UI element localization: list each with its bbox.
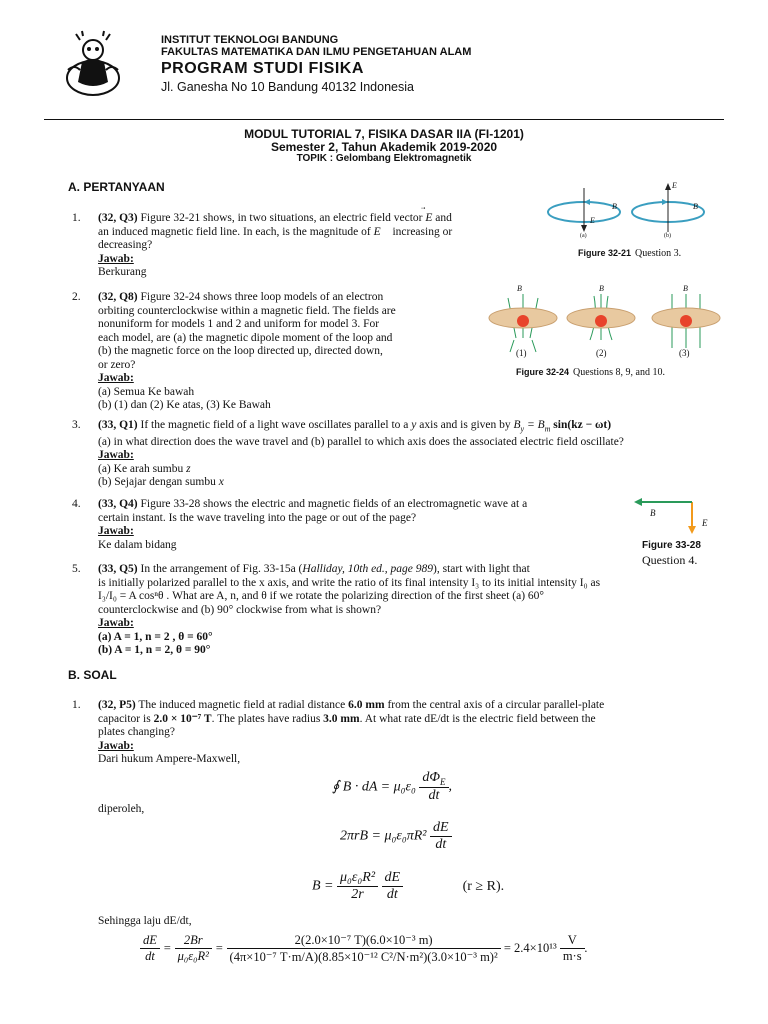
equation-4: $\frac{dE}{dt}$ = $\frac{2Br}{\text{μ₀ε₀R²}}$ = $\frac{\text{2(2.0×10⁻⁷ T)(6.0×10⁻³ m)}}{\text{(4π×10⁻⁷ T·m/A)(8.85×10⁻¹² C²/N·m²)(3.0×10⁻³ m)²}}$ = 2.4×10¹³ $\frac{V}{m\cdot s}$ . xyxy=(140,932,588,965)
p1-number: 1. xyxy=(72,699,81,711)
question-1 xyxy=(98,212,530,280)
fig1-e-label-a: E xyxy=(590,216,595,225)
q3-answer-a-var: z xyxy=(186,462,191,475)
q5-jawab: Jawab: xyxy=(98,617,134,629)
fig1-b-label-b: B xyxy=(693,202,698,211)
q4-answer: Ke dalam bidang xyxy=(98,538,177,551)
q1-text-3: an induced magnetic field line. In each, is the magnitude of xyxy=(98,225,374,238)
q2-tag: (32, Q8) xyxy=(98,291,138,303)
module-title: MODUL TUTORIAL 7, FISIKA DASAR IIA (FI-1201) xyxy=(244,127,524,141)
faculty-name: FAKULTAS MATEMATIKA DAN ILMU PENGETAHUAN ALAM xyxy=(161,46,472,58)
fig2-label-3: (3) xyxy=(679,348,690,358)
e-vector-2: E⃗ xyxy=(373,225,390,238)
fig2-b-2: B xyxy=(599,284,604,293)
p1-l3: plates changing? xyxy=(98,726,175,738)
e-vector: E xyxy=(425,212,433,224)
q3-l1b: axis and is given by xyxy=(416,419,514,431)
fig2-caption-2: Questions 8, 9, and 10. xyxy=(573,367,665,378)
q4-l1: Figure 33-28 shows the electric and magnetic fields of an electromagnetic wave at a xyxy=(137,498,528,510)
q3-answer-a: (a) Ke arah sumbu xyxy=(98,462,187,475)
q1-number: 1. xyxy=(72,212,81,224)
fig1-caption-2: Question 3. xyxy=(635,248,682,259)
fig1-b-label-a: B xyxy=(612,202,617,211)
q2-l5: (b) the magnetic force on the loop directed up, directed down, xyxy=(98,345,383,357)
q3-y: y xyxy=(411,419,417,431)
program-name: PROGRAM STUDI FISIKA xyxy=(161,60,364,77)
q5-l3: I₃/I₀ = A cosⁿθ . What are A, n, and θ if we rotate the polarizing direction of the first sheet (a) 60° xyxy=(98,590,545,602)
equation-2: 2πrB = μ₀ε₀πR² $\frac{dE}{dt}$ xyxy=(340,820,452,853)
fig3-caption-2: Question 4. xyxy=(642,553,698,567)
question-4 xyxy=(98,498,628,552)
figure-33-28 xyxy=(630,490,730,570)
p1-text-1: Dari hukum Ampere-Maxwell, xyxy=(98,753,241,765)
fig2-b-3: B xyxy=(683,284,688,293)
q3-tag: (33, Q1) xyxy=(98,419,138,431)
fig1-label-b: (b) xyxy=(664,233,671,239)
q1-answer: Berkurang xyxy=(98,266,147,278)
q3-l1: If the magnetic field of a light wave oscillates parallel to a xyxy=(137,419,412,431)
q2-number: 2. xyxy=(72,291,81,303)
p1-text-2: diperoleh, xyxy=(98,803,145,815)
q1-jawab: Jawab: xyxy=(98,252,134,265)
q4-l2: certain instant. Is the wave traveling into the page or out of the page? xyxy=(98,511,417,524)
q3-l2: (a) in what direction does the wave travel and (b) parallel to which axis does the associated electric field oscillate? xyxy=(98,435,624,448)
fig2-b-1: B xyxy=(517,284,522,293)
q5-l2: is initially polarized parallel to the x axis, and write the ratio of its final intensity I₃ to its initial intensity I₀ as xyxy=(98,576,601,589)
address: Jl. Ganesha No 10 Bandung 40132 Indonesia xyxy=(161,80,414,94)
p1-text-3: Sehingga laju dE/dt, xyxy=(98,915,192,927)
fig2-label-1: (1) xyxy=(516,348,527,358)
section-a-heading: A. PERTANYAAN xyxy=(68,180,165,194)
topic-line: TOPIK : Gelombang Elektromagnetik xyxy=(296,153,472,164)
question-3 xyxy=(98,419,728,490)
p1-jawab: Jawab: xyxy=(98,739,134,752)
fig1-label-a: (a) xyxy=(580,233,587,239)
fig2-caption: Figure 32-24 xyxy=(516,367,570,377)
q5-number: 5. xyxy=(72,563,81,575)
q2-answer-b: (b) (1) dan (2) Ke atas, (3) Ke Bawah xyxy=(98,399,271,411)
fig1-e-label-b: E xyxy=(672,181,677,190)
header-divider xyxy=(44,119,724,120)
q2-l2: orbiting counterclockwise within a magnetic field. The fields are xyxy=(98,304,396,317)
question-2 xyxy=(98,291,454,413)
fig3-b-label: B xyxy=(650,508,656,518)
q2-answer-a: (a) Semua Ke bawah xyxy=(98,385,195,398)
q2-l3: nonuniform for models 1 and 2 and uniform for model 3. For xyxy=(98,318,380,330)
fig3-e-label: E xyxy=(702,518,708,528)
q1-text-5: decreasing? xyxy=(98,239,153,251)
p1-tag: (32, P5) xyxy=(98,699,136,711)
q2-l4: each model, are (a) the magnetic dipole moment of the loop and xyxy=(98,331,393,344)
fig2-label-2: (2) xyxy=(596,348,607,358)
q1-tag: (32, Q3) xyxy=(98,212,138,224)
institute-name: INSTITUT TEKNOLOGI BANDUNG xyxy=(161,34,339,46)
q5-tag: (33, Q5) xyxy=(98,563,138,575)
q3-jawab: Jawab: xyxy=(98,449,134,462)
fig3-caption: Figure 33-28 xyxy=(642,540,701,551)
q3-equation: $B_y = B_m$ sin(kz − ωt) xyxy=(513,419,612,434)
q5-l1b: ), start with light that xyxy=(433,563,530,575)
question-5 xyxy=(98,563,728,658)
q4-number: 4. xyxy=(72,498,81,510)
q3-number: 3. xyxy=(72,419,81,431)
q3-answer-b-var: x xyxy=(218,476,224,489)
q5-l4: counterclockwise and (b) 90° clockwise from what is shown? xyxy=(98,603,382,616)
q4-tag: (33, Q4) xyxy=(98,498,138,510)
figure-32-24 xyxy=(486,284,726,378)
equation-3: B = $\frac{\text{μ₀ε₀R²}}{2r}$ $\frac{dE}{dt}$ (r ≥ R). xyxy=(312,870,505,902)
q5-answer-b: (b) A = 1, n = 2, θ = 90° xyxy=(98,644,211,656)
semester-line: Semester 2, Tahun Akademik 2019-2020 xyxy=(270,140,498,154)
section-b-heading: B. SOAL xyxy=(68,668,117,682)
q3-answer-b: (b) Sejajar dengan sumbu xyxy=(98,476,219,489)
itb-logo xyxy=(62,30,124,100)
q5-l1a: In the arrangement of Fig. 33-15a ( xyxy=(137,563,303,575)
q2-jawab: Jawab: xyxy=(98,372,134,384)
q1-text-1: Figure 32-21 shows, in two situations, an electric field vector xyxy=(137,212,426,224)
q1-text-4: increasing or xyxy=(389,225,453,238)
equation-ampere-maxwell: ∮ B · dA = μ₀ε₀ $\frac{d\Phi_E}{dt}$ , xyxy=(332,770,453,803)
q1-text-2: and xyxy=(432,212,452,224)
problem-1: (32, P5) The induced magnetic field at radial distance 6.0 mm from the central axis of a circular parallel-plate capacitor is 2.0 × 10⁻⁷ T. The plates have radius 3.0 mm. At what rate dE/dt is the electric field between the plates changing? Jawab: Dari hukum Ampere-Maxwell, xyxy=(98,699,728,767)
q5-l1i: Halliday, 10th ed., page 989 xyxy=(302,563,434,575)
q2-l6: or zero? xyxy=(98,358,136,371)
q2-l1: Figure 32-24 shows three loop models of an electron xyxy=(137,291,384,303)
q4-jawab: Jawab: xyxy=(98,525,134,537)
fig1-caption: Figure 32-21 xyxy=(578,248,632,258)
q5-answer-a: (a) A = 1, n = 2 , θ = 60° xyxy=(98,630,213,643)
figure-32-21 xyxy=(540,178,728,258)
